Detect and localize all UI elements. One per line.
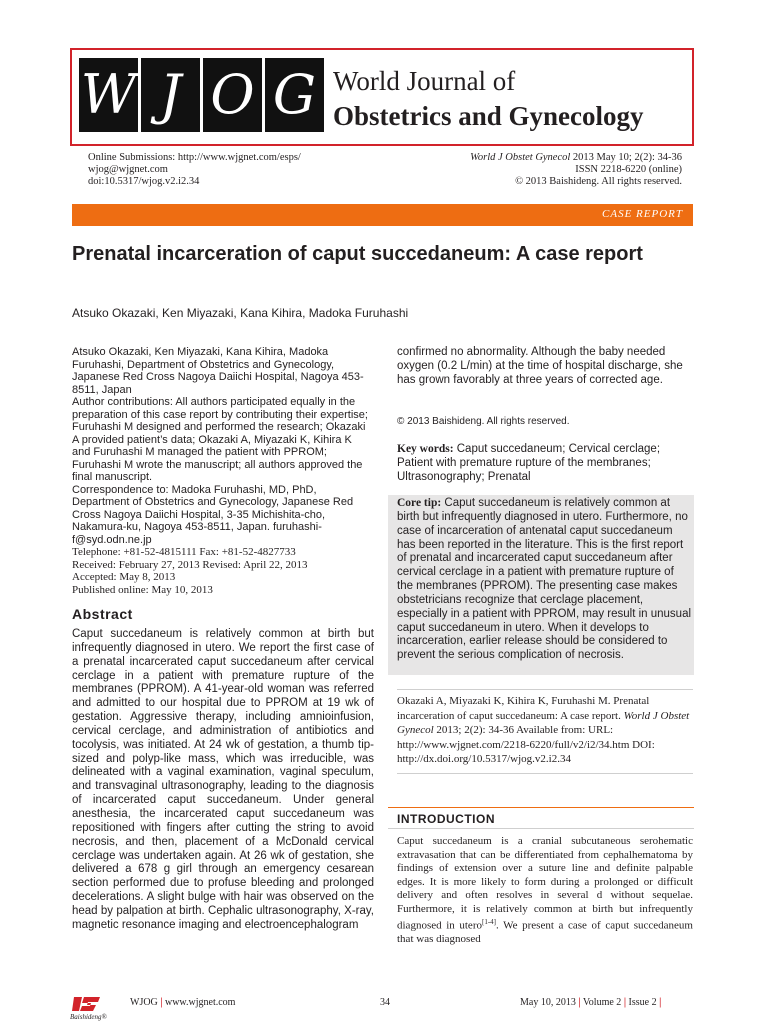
issn: ISSN 2218-6220 (online) [575, 164, 682, 175]
journal-name-line1: World Journal of [333, 66, 516, 96]
logo-letter-w: W [79, 58, 138, 132]
author-contributions: Author contributions: All authors participated equally in the preparation of this case report by contributing their expertise; Furuhashi M designed and performed the research; Okazaki A provided patient’s data; Okazaki A, Miyazaki K, Kihira K and Furuhashi M managed the patient with PPROM; Furuhashi M wrote the manuscript; all authors approved the final manuscript. [72, 396, 368, 483]
published-date: Published online: May 10, 2013 [72, 583, 213, 596]
abstract-copyright: © 2013 Baishideng. All rights reserved. [397, 416, 570, 427]
citation-text: Okazaki A, Miyazaki K, Kihira K, Furuhashi M. Prenatal incarceration of caput succedaneum: A case report. [397, 695, 650, 722]
keywords-text: Caput succedaneum; Cervical cerclage; Patient with premature rupture of the membranes; Ultrasonography; Prenatal [397, 443, 661, 483]
core-tip-box [388, 495, 694, 675]
core-tip-text: Caput succedaneum is relatively common at birth but infrequently diagnosed in utero. Furthermore, no case of incarceration of antenatal caput succedaneum has been reported in the literature. This is the first report of prenatal and incarcerated caput succedaneum after cervical cerclage in a patient with premature rupture of the membranes (PPROM). The presenting case makes obstetricians recognize that cerclage placement, especially in a patient with PPROM, may result in unusual caput succedaneum in utero. When it develops to incarceration, earlier release should be considered to prevent the serious complication of necrosis. [397, 497, 692, 662]
logo-letter-j: J [141, 58, 200, 132]
introduction-heading-bar [388, 807, 694, 829]
introduction-body: Caput succedaneum is a cranial subcutaneous serohematic extravasation that can be differentiated from cephalhematoma by findings of extension over a suture line and definite palpable edges. It is more likely to form during a prolonged or difficult delivery and often resolves in several d without sequelae. Furthermore, it is relatively common at birth but infrequently diagnosed in utero [397, 835, 693, 932]
page-number: 34 [380, 997, 390, 1008]
abstract-continuation: confirmed no abnormality. Although the baby needed oxygen (0.2 L/min) at the time of hospital discharge, she has grown favorably at three years of corrected age. [397, 346, 683, 386]
affiliations-block [72, 346, 372, 596]
footer-site-link[interactable]: www.wjgnet.com [164, 997, 236, 1008]
publisher-logo-text: Baishideng® [70, 1013, 107, 1021]
journal-abbr: World J Obstet Gynecol [470, 152, 571, 163]
article-title: Prenatal incarceration of caput succedaneum: A case report [72, 243, 643, 265]
publisher-logo-icon [70, 995, 114, 1021]
logo-letter-o: O [203, 58, 262, 132]
author-list: Atsuko Okazaki, Ken Miyazaki, Kana Kihira, Madoka Furuhashi [72, 306, 409, 320]
abstract-text: Caput succedaneum is relatively common at birth but infrequently diagnosed in utero. We report the first case of a prenatal incarcerated caput succedaneum after cervical cerclage in a patient with premature rupture of the membranes (PPROM). A 41-year-old woman was referred and admitted to our hospital due to PPROM at 19 wk of gestation. Aggressive therapy, including amnioinfusion, cervical cerclage, and administration of antibiotics and tocolysis, was initiated. At 24 wk of gestation, a thumb tip-sized and polyp-like mass, which was irreducible, was delineated with a vaginal examination, vaginal speculum, and transvaginal ultrasonography, leading to the diagnosis of incarcerated caput succedaneum. Under general anesthesia, the incarcerated caput succedaneum was repositioned with fingers after cutting the string to avoid necrosis, and then, placement of a McDonald cervical cerclage was undertaken again. At 26 wk of gestation, she delivered a 678 g girl through an emergency cesarean section performed due to profuse bleeding and prolonged decelerations. A slight bulge with hair was observed on the head by palpation at birth. Cephalic ultrasonography, X-ray, magnetic resonance imaging and electroencephalogram [72, 628, 374, 931]
abstract-heading: Abstract [72, 606, 133, 622]
footer-issue: Issue 2 [628, 997, 657, 1008]
introduction-heading: INTRODUCTION [397, 812, 495, 826]
introduction-body-end: . We present a case of caput succedaneum that was diagnosed [397, 919, 693, 946]
citation-details: 2013; 2(2): 34-36 Available from: URL: http://www.wjgnet.com/2218-6220/full/v2/i2/34.htm DOI: http://dx.doi.org/10.5317/wjog.v2.i2.34 [397, 724, 655, 766]
journal-issue-line [470, 152, 682, 164]
section-banner [72, 204, 693, 226]
issue-date: 2013 May 10; 2(2): 34-36 [570, 152, 682, 163]
citation-journal: World J Obstet Gynecol [397, 709, 690, 737]
telephone-fax: Telephone: +81-52-4815111 Fax: +81-52-4827733 [72, 546, 296, 558]
header-copyright: © 2013 Baishideng. All rights reserved. [515, 176, 682, 187]
footer-journal [130, 997, 235, 1008]
reference-link[interactable]: [1-4] [481, 918, 496, 926]
accepted-date: Accepted: May 8, 2013 [72, 571, 176, 583]
keywords-label: Key words: [397, 443, 454, 455]
submission-url[interactable]: Online Submissions: http://www.wjgnet.com/esps/ [88, 152, 301, 163]
footer-volume: Volume 2 [582, 997, 622, 1008]
correspondence: Correspondence to: Madoka Furuhashi, MD, PhD, Department of Obstetrics and Gynecology, Japanese Red Cross Nagoya Daiichi Hospital, 3-35 Michishita-cho, Nakamura-ku, Nagoya 453-8511, Japan. furuhashi-f@syd.odn.ne.jp [72, 483, 354, 546]
footer-journal-abbr: WJOG [130, 997, 158, 1008]
footer-separator: | [659, 997, 662, 1008]
logo-letter-g: G [265, 58, 324, 132]
affiliation-authors: Atsuko Okazaki, Ken Miyazaki, Kana Kihira, Madoka Furuhashi, Department of Obstetrics and Gynecology, Japanese Red Cross Nagoya Daiichi Hospital, Nagoya 453-8511, Japan [72, 346, 364, 396]
doi: doi:10.5317/wjog.v2.i2.34 [88, 176, 200, 187]
journal-name-line2: Obstetrics and Gynecology [333, 101, 644, 131]
footer-date: May 10, 2013 [520, 997, 576, 1008]
received-revised: Received: February 27, 2013 Revised: April 22, 2013 [72, 558, 308, 571]
footer-issue-info [520, 997, 661, 1008]
footer-separator: | [623, 997, 627, 1008]
core-tip-label: Core tip: [397, 497, 442, 509]
introduction-text [397, 835, 693, 947]
citation-block [397, 689, 693, 774]
footer-separator: | [578, 997, 581, 1008]
footer-separator: | [160, 997, 163, 1008]
section-label: CASE REPORT [602, 208, 683, 220]
keywords-block [397, 443, 693, 485]
submission-email[interactable]: wjog@wjgnet.com [88, 164, 168, 175]
